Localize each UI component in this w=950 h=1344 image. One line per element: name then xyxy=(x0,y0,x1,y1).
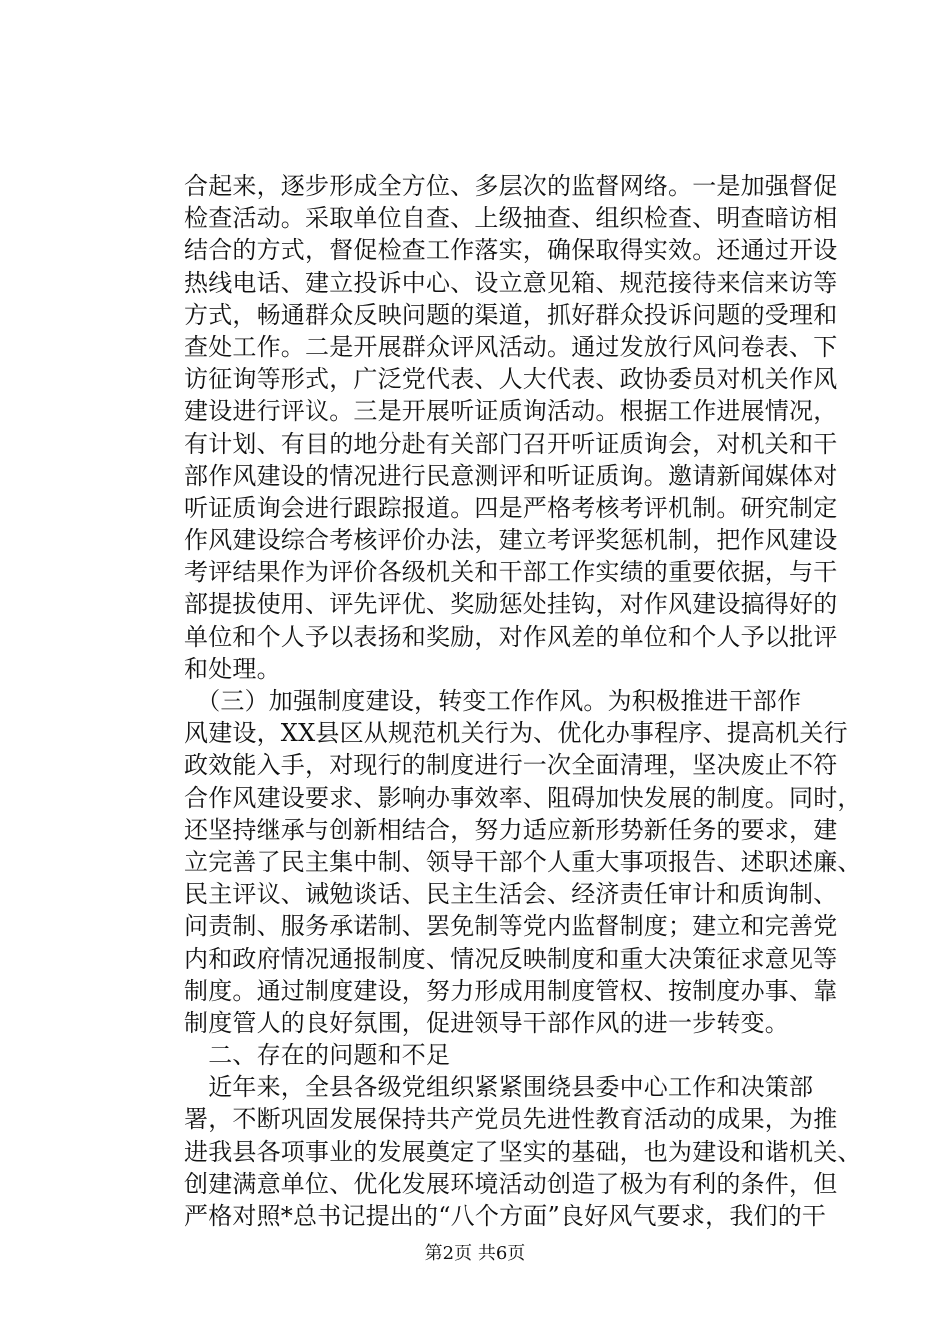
text-line: 访征询等形式，广泛党代表、人大代表、政协委员对机关作风 xyxy=(184,365,838,394)
text-line: 创建满意单位、优化发展环境活动创造了极为有利的条件，但 xyxy=(184,1169,838,1198)
text-line: （三）加强制度建设，转变工作作风。为积极推进干部作 xyxy=(184,687,802,715)
text-line: 有计划、有目的地分赴有关部门召开听证质询会，对机关和干 xyxy=(184,429,838,458)
text-line: 制度管人的良好氛围，促进领导干部作风的进一步转变。 xyxy=(184,1008,789,1037)
text-line: 部作风建设的情况进行民意测评和听证质询。邀请新闻媒体对 xyxy=(184,461,838,490)
text-line: 检查活动。采取单位自查、上级抽查、组织检查、明查暗访相 xyxy=(184,204,838,233)
text-line: 严格对照*总书记提出的“八个方面”良好风气要求，我们的干 xyxy=(184,1202,827,1230)
text-line: 还坚持继承与创新相结合，努力适应新形势新任务的要求，建 xyxy=(184,815,838,844)
text-line: 近年来，全县各级党组织紧紧围绕县委中心工作和决策部 xyxy=(184,1073,814,1102)
text-line: 合作风建设要求、影响办事效率、阻碍加快发展的制度。同时， xyxy=(184,783,862,812)
text-line: 内和政府情况通报制度、情况反映制度和重大决策征求意见等 xyxy=(184,944,838,973)
text-line: 热线电话、建立投诉中心、设立意见箱、规范接待来信来访等 xyxy=(184,268,838,297)
text-line: 部提拔使用、评先评优、奖励惩处挂钩，对作风建设搞得好的 xyxy=(184,590,838,619)
text-line: 结合的方式，督促检查工作落实，确保取得实效。还通过开设 xyxy=(184,236,838,265)
text-line: 政效能入手，对现行的制度进行一次全面清理，坚决废止不符 xyxy=(184,751,838,780)
text-line: 合起来，逐步形成全方位、多层次的监督网络。一是加强督促 xyxy=(184,172,838,200)
body-text xyxy=(184,170,862,1232)
text-line: 二、存在的问题和不足 xyxy=(184,1041,451,1070)
text-line: 立完善了民主集中制、领导干部个人重大事项报告、述职述廉、 xyxy=(184,847,862,876)
text-line: 查处工作。二是开展群众评风活动。通过发放行风问卷表、下 xyxy=(184,332,838,361)
text-line: 作风建设综合考核评价办法，建立考评奖惩机制，把作风建设 xyxy=(184,526,838,555)
text-line: 单位和个人予以表扬和奖励，对作风差的单位和个人予以批评 xyxy=(184,622,838,651)
text-line: 民主评议、诫勉谈话、民主生活会、经济责任审计和质询制、 xyxy=(184,880,838,909)
text-line: 听证质询会进行跟踪报道。四是严格考核考评机制。研究制定 xyxy=(184,493,838,522)
text-line: 署，不断巩固发展保持共产党员先进性教育活动的成果，为推 xyxy=(184,1105,838,1134)
text-line: 进我县各项事业的发展奠定了坚实的基础，也为建设和谐机关、 xyxy=(184,1137,862,1166)
text-line: 问责制、服务承诺制、罢免制等党内监督制度；建立和完善党 xyxy=(184,912,838,941)
text-line: 和处理。 xyxy=(184,654,281,683)
page-footer: 第2页 共6页 xyxy=(424,1243,526,1264)
text-line: 风建设，XX县区从规范机关行为、优化办事程序、提高机关行 xyxy=(184,719,848,748)
text-line: 考评结果作为评价各级机关和干部工作实绩的重要依据，与干 xyxy=(184,558,838,587)
text-line: 方式，畅通群众反映问题的渠道，抓好群众投诉问题的受理和 xyxy=(184,300,838,329)
text-line: 制度。通过制度建设，努力形成用制度管权、按制度办事、靠 xyxy=(184,976,838,1005)
text-line: 建设进行评议。三是开展听证质询活动。根据工作进展情况， xyxy=(184,397,838,426)
